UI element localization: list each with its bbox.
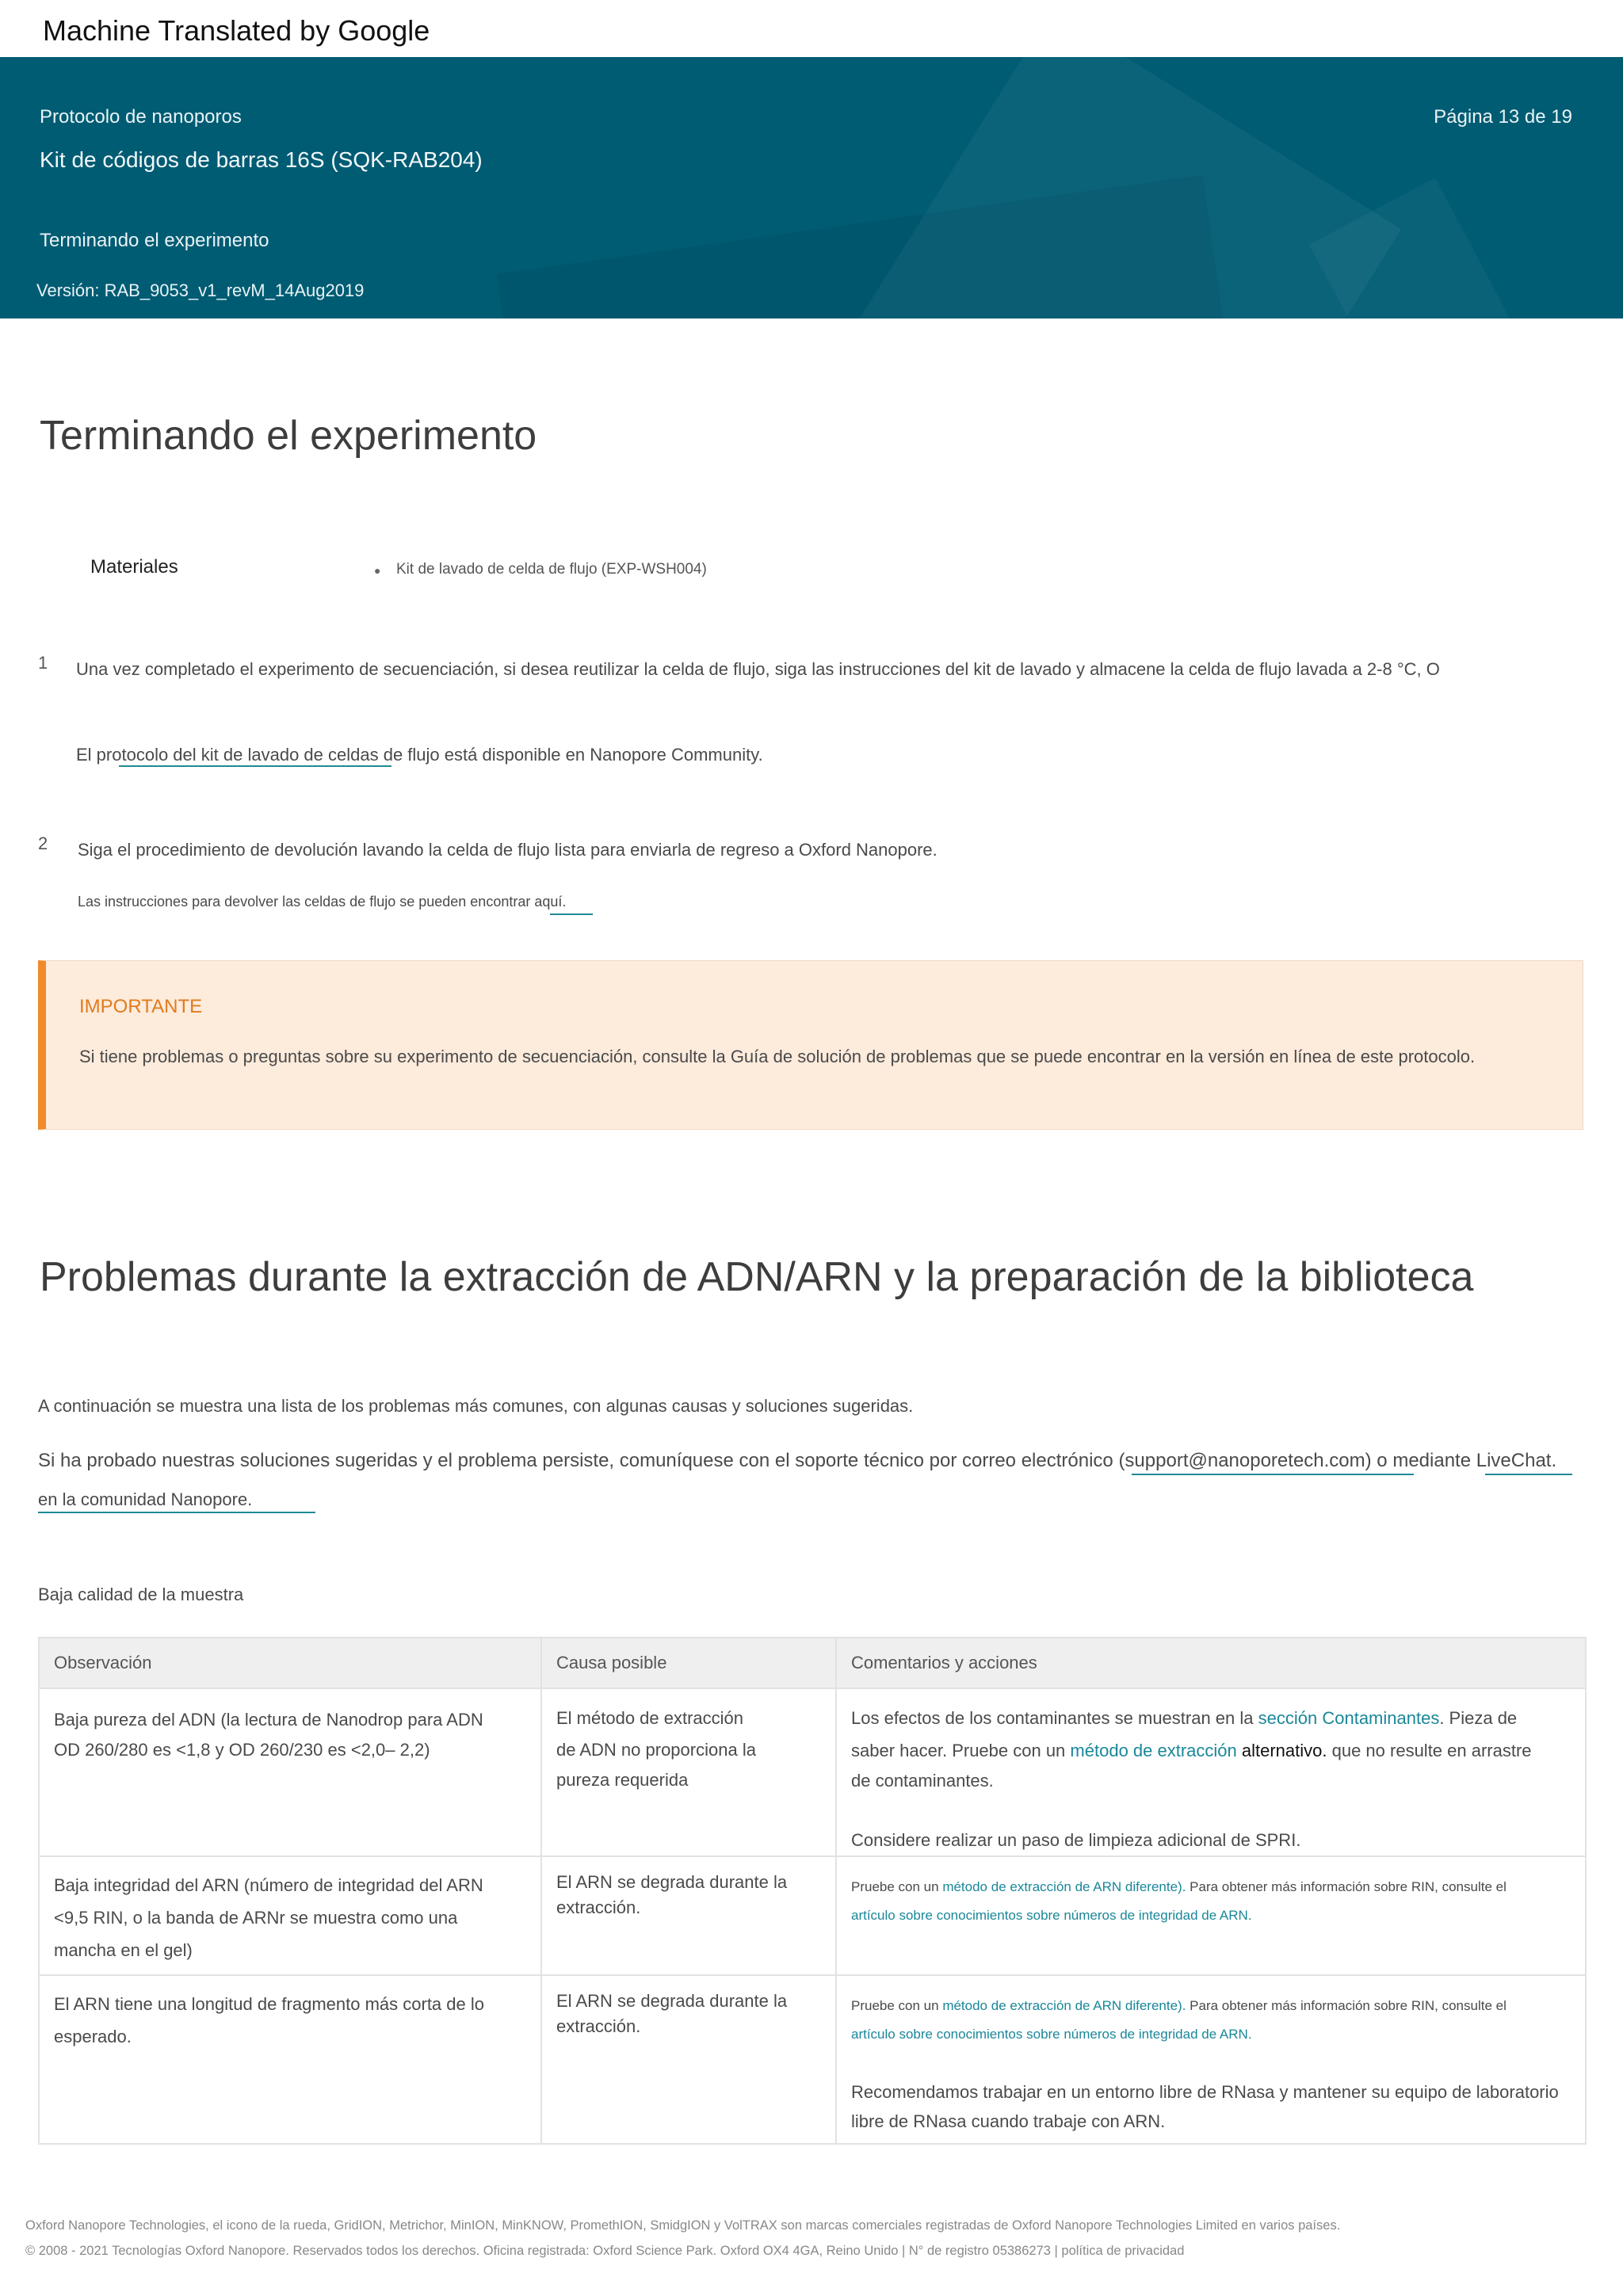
cell-line: esperado. [54,2027,132,2046]
step2-note-before: Las instrucciones para devolver las celdas de flujo se pueden encontr [78,894,518,910]
troubleshooting-table [38,1637,1587,2145]
observation-cell [39,1856,541,1975]
version-label: Versión: RAB_9053_v1_revM_14Aug2019 [36,280,365,300]
translation-banner-text: Machine Translated by Google [43,14,430,47]
important-label: IMPORTANTE [79,996,203,1017]
cell-line: <9,5 RIN, o la banda de ARNr se muestra como una [54,1908,458,1928]
cell-line: Recomendamos trabajar en un entorno libre de RNasa y mantener su equipo de laboratorio [851,2082,1559,2102]
subheading-low-quality: Baja calidad de la muestra [38,1585,244,1604]
bullet-icon: ● [374,564,381,577]
cell-line: libre de RNasa cuando trabaje con ARN. [851,2111,1166,2131]
kit-name: Kit de códigos de barras 16S (SQK-RAB204) [40,147,483,172]
cell-line: Baja integridad del ARN (número de integridad del ARN [54,1875,483,1895]
observation-cell [39,1975,541,2144]
livechat-link[interactable]: LiveChat. [1471,1450,1557,1471]
materials-label: Materiales [90,556,178,578]
header-decoration [496,175,1231,318]
support-text [38,1450,1556,1472]
cell-line: mancha en el gel) [54,1940,193,1960]
cause-cell [541,1975,836,2144]
step-number: 2 [38,833,48,853]
contaminants-section-link[interactable]: sección Contaminantes [1258,1708,1440,1728]
link-underline [550,913,593,915]
rin-article-link[interactable]: artículo sobre conocimientos sobre números de integridad de ARN. [851,2027,1252,2042]
link-underline [1132,1474,1414,1475]
link-underline [1485,1474,1572,1475]
troubleshooting-intro: A continuación se muestra una lista de los problemas más comunes, con algunas causas y soluciones sugeridas. [38,1396,914,1416]
step-number: 1 [38,653,48,673]
materials-item: Kit de lavado de celda de flujo (EXP-WSH004) [396,561,707,578]
step1-text: Una vez completado el experimento de secuenciación, si desea reutilizar la celda de flujo, siga las instrucciones del kit de lavado y almacene la celda de flujo lavada a 2-8 °C, O [76,659,1440,679]
important-callout [38,960,1583,1130]
cell-line: extracción. [556,2016,641,2036]
support-email-link[interactable]: (support@nanoporetech.com) [1118,1450,1372,1471]
cause-cell [541,1688,836,1856]
column-header: Observación [39,1638,541,1688]
document-header [0,57,1623,318]
page-indicator: Página 13 de 19 [1434,106,1572,128]
link-underline [38,1512,315,1513]
table-row [39,1975,1586,2144]
translation-banner [0,0,1623,57]
column-header: Causa posible [541,1638,836,1688]
support-text-before: Si ha probado nuestras soluciones sugeridas y el problema persiste, comuníquese con el soporte técnico por correo electrónico [38,1450,1119,1471]
rin-article-link[interactable]: artículo sobre conocimientos sobre números de integridad de ARN. [851,1908,1252,1923]
cause-cell [541,1856,836,1975]
cell-line: El método de extracción [556,1708,744,1728]
section-title-finishing: Terminando el experimento [40,413,537,459]
cell-line: Pruebe con un método de extracción de ARN diferente). Para obtener más información sobre RIN, consulte el [851,1998,1507,2013]
rna-extraction-method-link[interactable]: método de extracción de ARN diferente). [942,1998,1186,2013]
link-underline [119,765,391,767]
section-title-troubleshooting: Problemas durante la extracción de ADN/ARN y la preparación de la biblioteca [40,1254,1474,1300]
important-text: Si tiene problemas o preguntas sobre su experimento de secuenciación, consulte la Guía de solución de problemas que se puede encontrar en la versión en línea de este protocolo. [79,1047,1476,1066]
cell-line: Considere realizar un paso de limpieza adicional de SPRI. [851,1830,1301,1850]
comment-cell [836,1688,1586,1856]
step2-note [78,894,566,910]
cell-line: Pruebe con un método de extracción de ARN diferente). Para obtener más información sobre RIN, consulte el [851,1879,1507,1894]
header-section-label: Terminando el experimento [40,230,269,251]
cell-line: de contaminantes. [851,1771,994,1791]
step2-note-after: . [562,894,567,910]
cell-line: pureza requerida [556,1770,689,1790]
step1-note [76,745,763,765]
cell-line: Baja pureza del ADN (la lectura de Nanodrop para ADN [54,1710,483,1730]
cell-line: El ARN se degrada durante la [556,1872,788,1892]
support-text-middle: o mediante [1371,1450,1472,1471]
cell-line: extracción. [556,1897,641,1917]
cell-line: El ARN se degrada durante la [556,1991,788,2011]
extraction-method-link[interactable]: método de extracción [1070,1741,1237,1760]
footer-trademarks: Oxford Nanopore Technologies, el icono de la rueda, GridION, Metrichor, MinION, MinKNOW, PromethION, SmidgION y VolTRAX son marcas comerciales registradas de Oxford Nanopore Technologies Limited en varios países. [25,2218,1341,2233]
cell-line: Los efectos de los contaminantes se muestran en la sección Contaminantes. Pieza de [851,1708,1518,1728]
observation-cell [39,1688,541,1856]
cell-line: de ADN no proporciona la [556,1740,756,1760]
comment-cell [836,1975,1586,2144]
table-row [39,1688,1586,1856]
cell-line: saber hacer. Pruebe con un método de extracción alternativo. que no resulte en arrastre [851,1741,1532,1760]
table-row [39,1856,1586,1975]
community-link[interactable]: en la comunidad Nanopore. [38,1489,253,1509]
wash-kit-protocol-link[interactable]: tocolo del kit de lavado de celdas [121,745,379,765]
step2-text: Siga el procedimiento de devolución lavando la celda de flujo lista para enviarla de regreso a Oxford Nanopore. [78,840,938,860]
column-header: Comentarios y acciones [836,1638,1586,1688]
step1-note-after: de flujo está disponible en Nanopore Community. [378,745,763,765]
cell-line: OD 260/280 es <1,8 y OD 260/230 es <2,0– 2,2) [54,1740,430,1760]
protocol-label: Protocolo de nanoporos [40,106,242,128]
comment-cell [836,1856,1586,1975]
cell-line: El ARN tiene una longitud de fragmento más corta de lo [54,1994,484,2014]
return-instructions-link[interactable]: ar aquí [517,894,563,910]
footer-copyright: © 2008 - 2021 Tecnologías Oxford Nanopore. Reservados todos los derechos. Oficina registrada: Oxford Science Park. Oxford OX4 4GA, Reino Unido | N° de registro 05386273 | política de privacidad [25,2244,1185,2258]
table-header-row [39,1638,1586,1688]
rna-extraction-method-link[interactable]: método de extracción de ARN diferente). [942,1879,1186,1894]
step1-note-before: El pro [76,745,122,765]
